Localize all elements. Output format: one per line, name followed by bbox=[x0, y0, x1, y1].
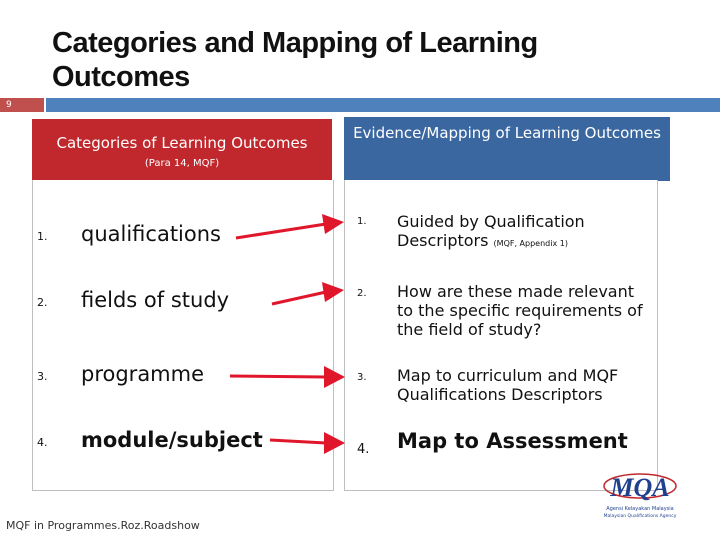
svg-text:MQA: MQA bbox=[610, 473, 670, 502]
evidence-header-title: Evidence/Mapping of Learning Outcomes bbox=[353, 124, 661, 142]
evidence-text-3: Map to curriculum and MQF Qualifications Descriptors bbox=[397, 366, 619, 404]
slide-title: Categories and Mapping of Learning Outcomes bbox=[52, 27, 538, 93]
evidence-text-1-note: (MQF, Appendix 1) bbox=[493, 239, 568, 248]
category-number-3: 3. bbox=[37, 370, 48, 383]
arrow-1-icon bbox=[236, 214, 344, 238]
category-text-4: module/subject bbox=[81, 428, 263, 452]
category-text-1: qualifications bbox=[81, 222, 221, 246]
evidence-number-1: 1. bbox=[357, 216, 367, 227]
evidence-number-3: 3. bbox=[357, 372, 367, 383]
category-text-2: fields of study bbox=[81, 288, 230, 312]
evidence-text-2: How are these made relevant to the specific requirements of the field of study? bbox=[397, 282, 643, 339]
category-number-1: 1. bbox=[37, 230, 48, 243]
svg-text:Malaysian Qualifications Agenc: Malaysian Qualifications Agency bbox=[603, 514, 677, 519]
categories-header-title: Categories of Learning Outcomes bbox=[56, 134, 308, 152]
category-number-2: 2. bbox=[37, 296, 48, 309]
arrow-2-icon bbox=[272, 282, 344, 304]
svg-text:Agensi Kelayakan Malaysia: Agensi Kelayakan Malaysia bbox=[606, 506, 674, 512]
slide-number: 9 bbox=[6, 100, 12, 110]
arrow-3-icon bbox=[230, 366, 345, 388]
category-text-3: programme bbox=[81, 362, 205, 386]
categories-header-subtitle: (Para 14, MQF) bbox=[144, 158, 220, 169]
footer-text: MQF in Programmes.Roz.Roadshow bbox=[6, 519, 200, 532]
evidence-text-1-main: Guided by Qualification Descriptors bbox=[397, 212, 585, 250]
arrow-4-icon bbox=[270, 432, 345, 454]
evidence-number-4: 4. bbox=[357, 442, 370, 457]
category-number-4: 4. bbox=[37, 436, 48, 449]
evidence-text-4: Map to Assessment bbox=[397, 429, 628, 453]
mqa-logo bbox=[592, 466, 688, 526]
evidence-number-2: 2. bbox=[357, 288, 367, 299]
